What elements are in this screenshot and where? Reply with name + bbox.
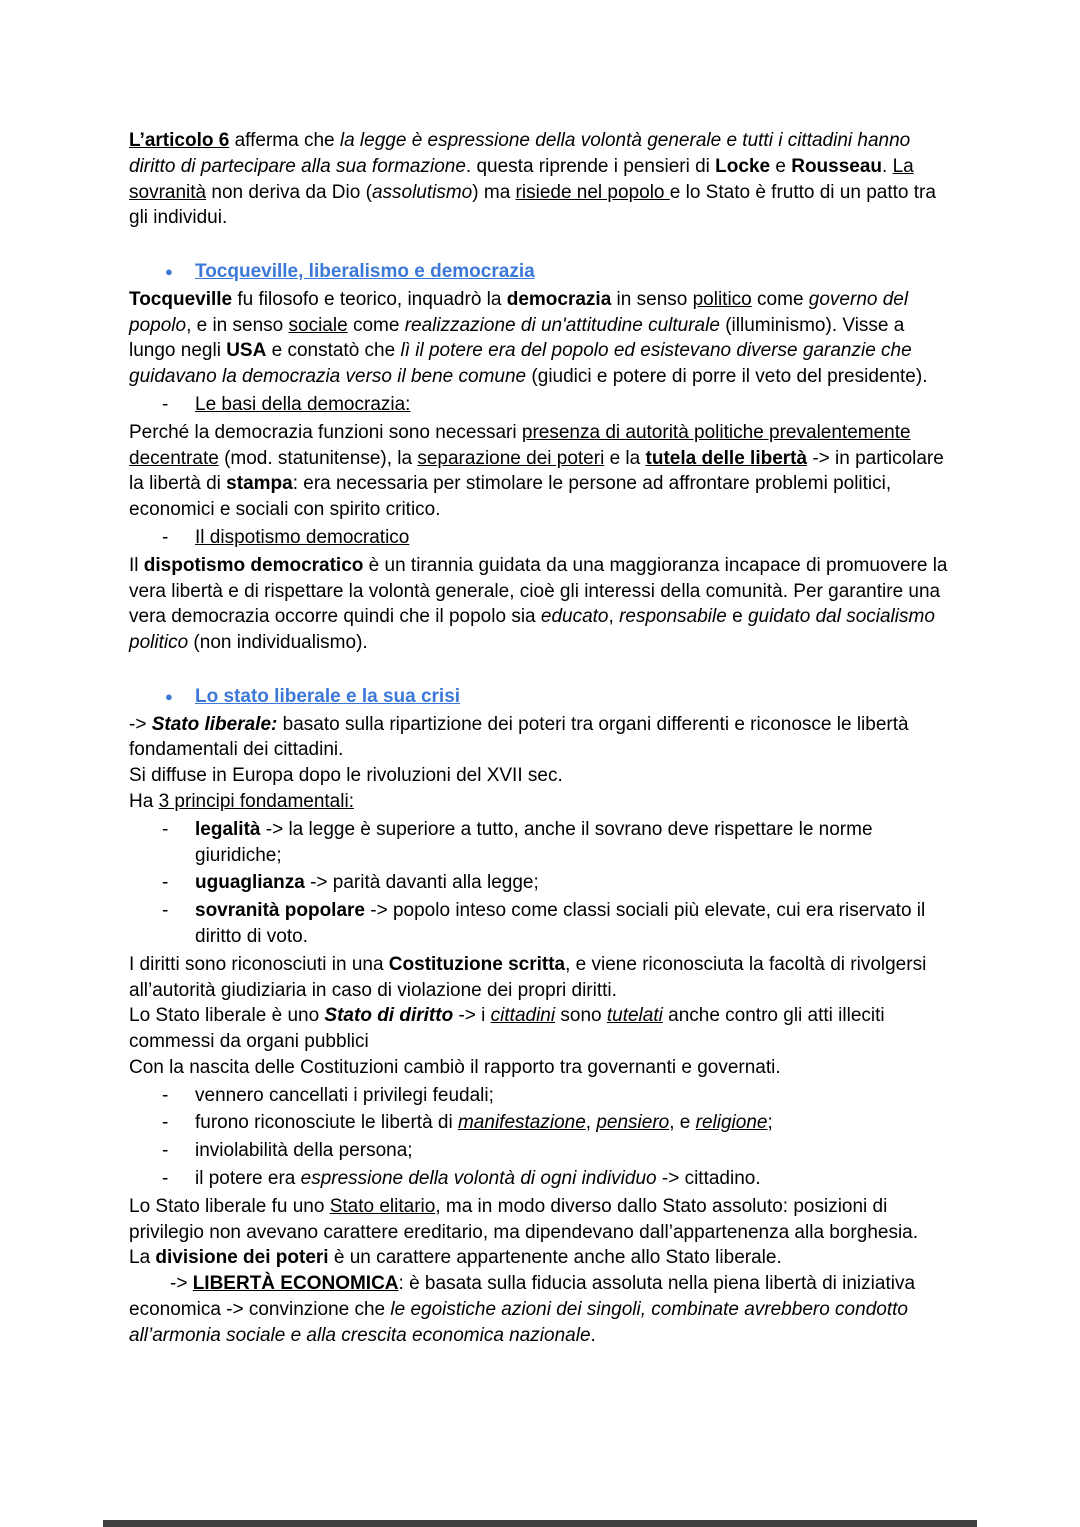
text-run: assolutismo (371, 181, 473, 203)
text-run: , (585, 1112, 597, 1134)
text-run: : era necessaria per stimolare le persone ad affrontare problemi politici, economici e sociali con spirito critico. (129, 473, 892, 521)
paragraph (129, 553, 951, 656)
text-run: basato sulla ripartizione dei poteri tra organi differenti e riconosce le libertà fondamentali dei cittadini. (129, 713, 909, 761)
dash-list-item (129, 392, 951, 418)
paragraph (129, 287, 951, 390)
text-run: sociale (288, 314, 348, 336)
text-run: -> (129, 713, 152, 735)
page-bottom-dark-strip (103, 1520, 977, 1527)
text-content (195, 684, 951, 710)
text-run: -> in particolare la libertà di (129, 447, 944, 495)
text-content (195, 259, 951, 285)
text-run: lì il potere era del popolo ed esistevano diverse garanzie che guidavano la democrazia verso il bene comune (129, 340, 912, 388)
text-run: Il (129, 554, 144, 576)
paragraph (129, 789, 951, 815)
text-content (129, 1247, 782, 1268)
text-content (195, 898, 951, 950)
text-run: L’articolo 6 (129, 130, 230, 151)
text-run: tutela delle libertà (645, 447, 808, 469)
dash-icon: - (162, 526, 169, 548)
text-content (129, 555, 948, 653)
text-run: Stato elitario (329, 1195, 436, 1217)
text-run: . (590, 1324, 596, 1346)
text-run: (mod. statunitense), la (218, 447, 418, 469)
bullet-icon: ● (165, 688, 173, 704)
text-run: USA (226, 340, 267, 362)
text-run: Locke (715, 155, 771, 177)
text-run: -> cittadino. (656, 1168, 761, 1190)
paragraph (129, 763, 951, 789)
text-run: governo del popolo (129, 288, 909, 336)
text-run: ; (767, 1112, 773, 1134)
text-run: , e in senso (186, 314, 289, 336)
text-run: tutelati (606, 1005, 663, 1027)
text-run: le egoistiche azioni dei singoli, combinate avrebbero condotto all’armonia sociale e alla crescita economica nazionale (129, 1299, 908, 1346)
text-run: e la (604, 447, 646, 469)
dash-icon: - (162, 900, 169, 922)
text-run: realizzazione di un'attitudine culturale (404, 314, 720, 336)
text-run: Stato liberale: (151, 713, 278, 735)
text-run: e (770, 155, 792, 177)
dash-list-item (129, 1083, 951, 1109)
text-run: Lo stato liberale e la sua crisi (195, 685, 461, 707)
dash-icon: - (162, 872, 169, 894)
text-run: fu filosofo e teorico, inquadrò la (232, 288, 507, 310)
text-run: come (751, 288, 809, 310)
paragraph (129, 1245, 951, 1271)
text-run: vennero cancellati i privilegi feudali; (195, 1084, 494, 1106)
text-run: Tocqueville (129, 288, 233, 310)
dash-icon: - (162, 1112, 169, 1134)
text-run: divisione dei poteri (155, 1247, 329, 1269)
text-run: Costituzione scritta (388, 953, 566, 975)
text-content (195, 1083, 951, 1109)
text-run: (non individualismo). (188, 632, 368, 654)
blank-line (129, 231, 951, 257)
dash-icon: - (162, 393, 169, 415)
text-run: inviolabilità della persona; (195, 1140, 413, 1162)
text-content (195, 1166, 951, 1192)
text-run: Lo Stato liberale è uno (129, 1005, 325, 1027)
text-run: ) ma (472, 181, 516, 203)
text-run: furono riconosciute le libertà di (195, 1112, 458, 1134)
text-content (195, 1110, 951, 1136)
text-run: religione (695, 1112, 768, 1134)
text-run: -> (170, 1273, 193, 1295)
dash-icon: - (162, 1140, 169, 1162)
text-run: , ma in modo diverso dallo Stato assoluto: posizioni di privilegio non avevano carattere ereditario, ma dipendevano dall’appartenenza alla borghesia. (129, 1195, 919, 1243)
paragraph (129, 1271, 951, 1348)
dash-icon: - (162, 1084, 169, 1106)
text-run: in senso (611, 288, 693, 310)
text-run: Ha (129, 790, 159, 812)
text-content (129, 289, 927, 387)
text-run: politico (692, 288, 752, 310)
text-content (129, 765, 563, 786)
paragraph (129, 420, 951, 523)
text-run: , e (669, 1112, 696, 1134)
paragraph (129, 712, 951, 764)
text-run: democrazia (506, 288, 612, 310)
text-run: afferma che (229, 130, 340, 151)
text-run: Le basi della democrazia: (195, 393, 411, 415)
text-run: Lo Stato liberale fu uno (129, 1195, 330, 1217)
paragraph (129, 1003, 951, 1055)
text-content (129, 130, 936, 228)
dash-list-item (129, 898, 951, 950)
text-run: La (129, 1247, 156, 1269)
text-run: (illuminismo). Visse a lungo negli (129, 314, 905, 362)
text-run: manifestazione (457, 1112, 586, 1134)
text-run: guidato dal socialismo politico (129, 606, 935, 654)
text-run: 3 principi fondamentali: (158, 790, 354, 812)
text-run: il potere era (195, 1168, 301, 1190)
text-run: Rousseau (791, 155, 883, 177)
text-run: la legge è espressione della volontà generale e tutti i cittadini hanno diritto di partecipare alla sua formazione (129, 130, 911, 177)
dash-list-item (129, 1138, 951, 1164)
text-run: educato (540, 606, 609, 628)
text-run: presenza di autorità politiche prevalentemente decentrate (129, 421, 911, 469)
text-run: pensiero (596, 1112, 670, 1134)
text-run: Si diffuse in Europa dopo le rivoluzioni del XVII sec. (129, 765, 563, 787)
text-run: responsabile (619, 606, 727, 628)
text-content (129, 791, 354, 812)
text-run: I diritti sono riconosciuti in una (129, 953, 389, 975)
text-content (129, 1273, 915, 1346)
paragraph (129, 952, 951, 1004)
text-run: Il dispotismo democratico (195, 526, 410, 548)
paragraph (129, 1055, 951, 1081)
paragraph (129, 128, 951, 231)
text-run: cittadini (490, 1005, 556, 1027)
dash-list-item (129, 1110, 951, 1136)
text-run: Stato di diritto (324, 1005, 454, 1027)
text-run: , e viene riconosciuta la facoltà di rivolgersi all’autorità giudiziaria in caso di violazione dei propri diritti. (129, 953, 927, 1001)
text-content (195, 392, 951, 418)
text-run: : è basata sulla fiducia assoluta nella piena libertà di iniziativa economica -> convinzione che (129, 1273, 916, 1321)
text-run: come (347, 314, 405, 336)
text-run: Perché la democrazia funzioni sono necessari (129, 421, 522, 443)
text-run: -> parità davanti alla legge; (304, 872, 539, 894)
text-content (129, 1057, 781, 1078)
text-run: e constatò che (266, 340, 401, 362)
text-run: -> la legge è superiore a tutto, anche il sovrano deve rispettare le norme giuridiche; (195, 818, 873, 866)
text-run: Con la nascita delle Costituzioni cambiò il rapporto tra governanti e governati. (129, 1056, 781, 1078)
text-run: espressione della volontà di ogni individuo (300, 1168, 657, 1190)
text-run: La sovranità (129, 155, 914, 203)
text-run: (giudici e potere di porre il veto del presidente). (526, 366, 928, 388)
text-content (129, 1196, 918, 1243)
blank-line (129, 656, 951, 682)
text-run: stampa (226, 473, 293, 495)
text-content (129, 1005, 885, 1052)
dash-list-item (129, 817, 951, 869)
paragraph (129, 1194, 951, 1246)
text-run: LIBERTÀ ECONOMICA (192, 1273, 399, 1295)
text-run: è un carattere appartenente anche allo Stato liberale. (328, 1247, 782, 1269)
text-run: , (608, 606, 620, 628)
text-content (129, 954, 926, 1001)
text-run: risiede nel popolo (515, 181, 670, 203)
text-run: sono (555, 1005, 607, 1027)
dash-icon: - (162, 1168, 169, 1190)
text-run: è un tirannia guidata da una maggioranza incapace di promuovere la vera libertà e di rispettare la volontà generale, cioè gli interessi della comunità. Per garantire una vera democrazia occorre quindi che il popolo sia (129, 554, 948, 628)
text-run: e (726, 606, 748, 628)
document-text-area (129, 128, 951, 1349)
text-run: uguaglianza (195, 872, 305, 894)
dash-list-item (129, 1166, 951, 1192)
dash-list-item (129, 525, 951, 551)
dash-icon: - (162, 818, 169, 840)
text-run: -> i (453, 1005, 491, 1027)
text-run: . questa riprende i pensieri di (465, 155, 716, 177)
section-heading (129, 259, 951, 285)
text-run: -> popolo inteso come classi sociali più elevate, cui era riservato il diritto di voto. (195, 900, 926, 947)
text-content (195, 870, 951, 896)
text-run: Tocqueville, liberalismo e democrazia (195, 260, 535, 282)
text-content (129, 714, 909, 761)
text-run: sovranità popolare (195, 900, 365, 922)
text-run: separazione dei poteri (417, 447, 605, 469)
text-run: legalità (195, 818, 261, 840)
bullet-icon: ● (165, 263, 173, 279)
text-run: . (882, 155, 893, 177)
text-run: e lo Stato è frutto di un patto tra gli individui. (129, 181, 936, 229)
section-heading (129, 684, 951, 710)
text-run: dispotismo democratico (143, 554, 364, 576)
text-content (129, 422, 944, 520)
text-content (195, 1138, 951, 1164)
dash-list-item (129, 870, 951, 896)
text-run: non deriva da Dio ( (206, 181, 372, 203)
text-run: anche contro gli atti illeciti commessi da organi pubblici (129, 1005, 885, 1053)
text-content (195, 817, 951, 869)
text-content (195, 525, 951, 551)
